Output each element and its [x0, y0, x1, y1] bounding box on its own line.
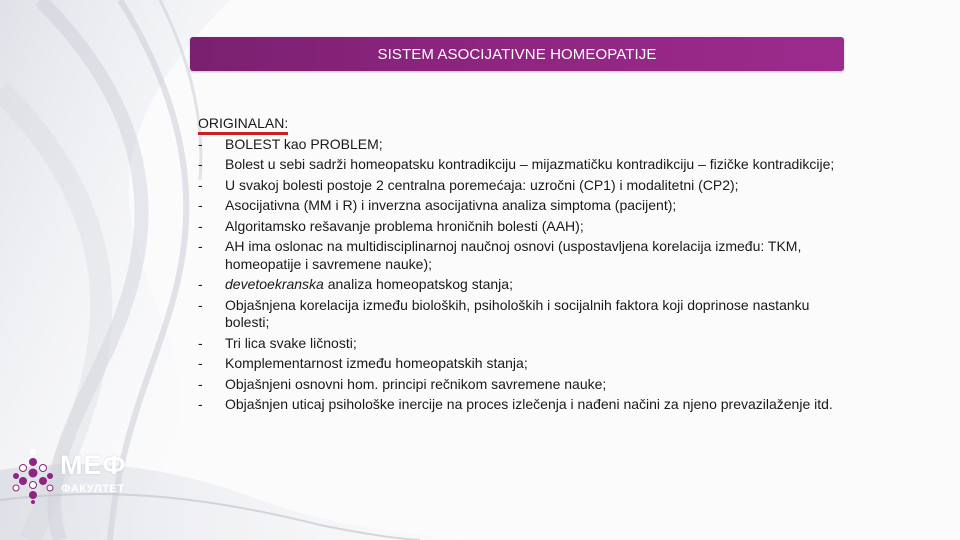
bullet-dash: - [198, 176, 203, 193]
list-item-text: Algoritamsko rešavanje problema hroničnih bolesti (AAH); [225, 217, 584, 234]
list-item-text: Tri lica svake ličnosti; [225, 334, 357, 351]
dot-cluster-icon [10, 448, 56, 504]
list-item [198, 177, 848, 195]
list-item [198, 396, 848, 414]
bullet-dash: - [198, 217, 203, 234]
list-item [198, 156, 848, 174]
italic-term: devetoekranska [225, 276, 324, 292]
list-item [198, 136, 848, 154]
bullet-dash: - [198, 197, 203, 213]
list-item-text [225, 276, 848, 294]
slide-title-bar [190, 37, 844, 71]
bullet-dash: - [198, 276, 203, 292]
list-item-text: Objašnjeni osnovni hom. principi rečnikom savremene nauke; [225, 375, 607, 392]
list-item [198, 297, 848, 332]
bullet-dash: - [198, 355, 203, 371]
bullet-dash: - [198, 396, 203, 412]
mef-fakultet-logo [10, 448, 140, 504]
list-item [198, 276, 848, 294]
logo-subtitle: ФАКУЛТЕТ [61, 483, 125, 495]
list-item [198, 355, 848, 373]
list-item-text: Objašnjen uticaj psihološke inercije na proces izlečenja i nađeni načini za njeno prevazilaženje itd. [225, 396, 833, 412]
list-item [198, 376, 848, 394]
bullet-dash: - [198, 334, 203, 351]
bullet-dash: - [198, 238, 203, 254]
logo-name: МЕФ [60, 450, 127, 480]
list-item-text: Asocijativna (MM i R) i inverzna asocijativna analiza simptoma (pacijent); [225, 197, 677, 213]
list-item [198, 197, 848, 215]
list-item-rest: analiza homeopatskog stanja; [323, 276, 513, 292]
bullet-dash: - [198, 375, 203, 392]
bullet-dash: - [198, 156, 203, 172]
list-item-text: BOLEST kao PROBLEM; [225, 135, 383, 152]
list-item-text: U svakoj bolesti postoje 2 centralna poremećaja: uzročni (CP1) i modalitetni (CP2); [225, 176, 739, 193]
section-heading: ORIGINALAN: [198, 115, 288, 133]
bullet-dash: - [198, 296, 203, 313]
list-item [198, 218, 848, 236]
list-item-text: Bolest u sebi sadrži homeopatsku kontradikciju – mijazmatičku kontradikciju – fizičke kontradikcije; [225, 156, 835, 172]
list-item-text: AH ima oslonac na multidisciplinarnoj naučnoj osnovi (uspostavljena korelacija između: TKM, homeopatije i savremene nauke); [225, 238, 802, 272]
list-item [198, 238, 848, 273]
bullet-list [198, 136, 848, 414]
list-item-text: Objašnjena korelacija između bioloških, psiholoških i socijalnih faktora koji doprinose nastanku bolesti; [225, 296, 810, 330]
list-item-text: Komplementarnost između homeopatskih stanja; [225, 355, 528, 371]
heading-underline [198, 132, 288, 135]
bullet-dash: - [198, 135, 203, 152]
list-item [198, 335, 848, 353]
slide-content [198, 115, 848, 417]
slide-title: SISTEM ASOCIJATIVNE HOMEOPATIJE [377, 45, 657, 63]
